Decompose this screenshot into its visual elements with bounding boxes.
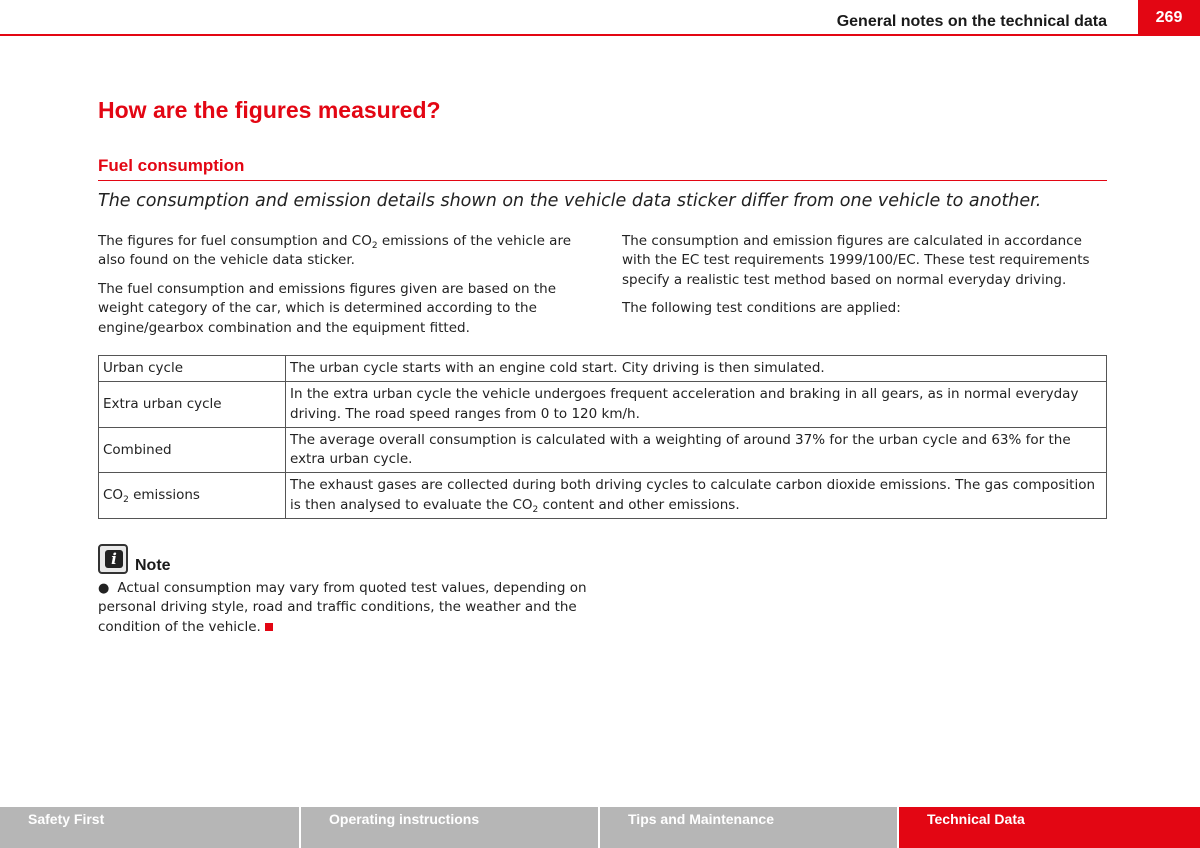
- table-row: [99, 473, 1107, 519]
- table-term: Urban cycle: [99, 356, 286, 382]
- subscript: 2: [123, 495, 129, 506]
- table-description: [286, 473, 1107, 519]
- note-text: [98, 579, 588, 637]
- table-description: The urban cycle starts with an engine cold start. City driving is then simulated.: [286, 356, 1107, 382]
- right-paragraph-2: The following test conditions are applied:: [622, 300, 901, 317]
- section-rule: [98, 180, 1107, 181]
- right-column: [622, 232, 1108, 328]
- test-conditions-table: [98, 355, 1107, 519]
- text-span: CO: [103, 487, 124, 504]
- bullet-icon: ●: [98, 581, 110, 596]
- table-term: Combined: [99, 427, 286, 473]
- subscript: 2: [532, 504, 539, 515]
- section-heading: Fuel consumption: [98, 156, 245, 175]
- note-heading: [98, 544, 171, 574]
- text-span: The exhaust gases are collected during both driving cycles to calculate carbon dioxide emissions. The gas composition is then analysed to evaluate the CO: [290, 477, 1096, 513]
- footer-navigation: [0, 807, 1200, 848]
- table-term: Extra urban cycle: [99, 382, 286, 428]
- footer-tab-operating-instructions[interactable]: Operating instructions: [301, 807, 600, 848]
- footer-tab-safety-first[interactable]: Safety First: [0, 807, 301, 848]
- text-span: emissions of the vehicle are also found on the vehicle data sticker.: [98, 233, 572, 269]
- info-icon: [98, 544, 128, 574]
- table-description: In the extra urban cycle the vehicle undergoes frequent acceleration and braking in all gears, as in normal everyday driving. The road speed ranges from 0 to 120 km/h.: [286, 382, 1107, 428]
- running-header-title: General notes on the technical data: [836, 13, 1107, 30]
- section-intro: The consumption and emission details shown on the vehicle data sticker differ from one vehicle to another.: [98, 191, 1042, 211]
- table-row: [99, 356, 1107, 382]
- left-paragraph-1: [98, 232, 588, 271]
- note-label: Note: [135, 557, 171, 574]
- table-row: [99, 382, 1107, 428]
- right-paragraph-1: The consumption and emission figures are calculated in accordance with the EC test requirements 1999/100/EC. These test requirements specify a realistic test method based on normal everyday driving.: [622, 233, 1090, 288]
- left-paragraph-2: The fuel consumption and emissions figures given are based on the weight category of the car, which is determined according to the engine/gearbox combination and the equipment fitted.: [98, 281, 557, 336]
- subscript: 2: [371, 241, 378, 251]
- header-rule: [0, 34, 1138, 36]
- table-description: The average overall consumption is calculated with a weighting of around 37% for the urban cycle and 63% for the extra urban cycle.: [286, 427, 1107, 473]
- end-mark-icon: [265, 623, 273, 631]
- page-title: How are the figures measured?: [98, 97, 441, 123]
- page-number: 269: [1138, 0, 1200, 36]
- text-span: The figures for fuel consumption and CO: [98, 233, 372, 249]
- info-icon-glyph: i: [105, 550, 123, 568]
- footer-tab-tips-and-maintenance[interactable]: Tips and Maintenance: [600, 807, 899, 848]
- note-body: Actual consumption may vary from quoted test values, depending on personal driving style, road and traffic conditions, the weather and the condition of the vehicle.: [98, 580, 587, 635]
- footer-tab-technical-data[interactable]: Technical Data: [899, 807, 1200, 848]
- table-row: [99, 427, 1107, 473]
- text-span: emissions: [128, 487, 200, 504]
- table-term: [99, 473, 286, 519]
- left-column: [98, 232, 588, 347]
- text-span: content and other emissions.: [538, 496, 740, 513]
